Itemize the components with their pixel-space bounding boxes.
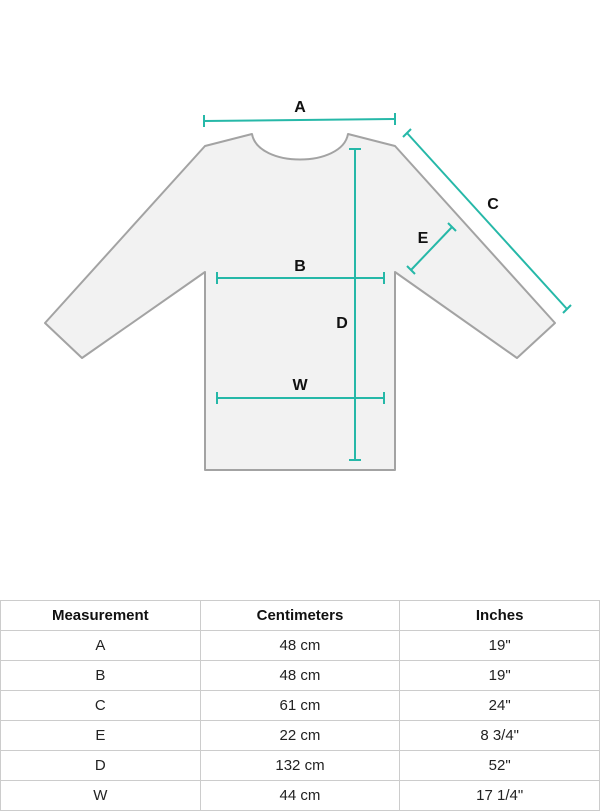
label-c: C [487, 196, 499, 213]
measurement-cell: W [1, 781, 201, 811]
table-header-row [1, 601, 600, 631]
inches-cell: 24" [400, 691, 600, 721]
table-row [1, 781, 600, 811]
centimeters-cell: 48 cm [200, 631, 400, 661]
centimeters-cell: 132 cm [200, 751, 400, 781]
inches-cell: 8 3/4" [400, 721, 600, 751]
centimeters-cell: 22 cm [200, 721, 400, 751]
measurement-cell: D [1, 751, 201, 781]
measurement-cell: E [1, 721, 201, 751]
inches-cell: 19" [400, 661, 600, 691]
header-measurement: Measurement [1, 601, 201, 631]
sweater-outline [45, 134, 555, 470]
measurement-cell: C [1, 691, 201, 721]
table-row [1, 691, 600, 721]
measurement-cell: A [1, 631, 201, 661]
header-inches: Inches [400, 601, 600, 631]
label-a: A [294, 99, 306, 116]
label-e: E [417, 230, 429, 247]
table-row [1, 751, 600, 781]
table-row [1, 631, 600, 661]
label-w: W [292, 377, 308, 394]
centimeters-cell: 48 cm [200, 661, 400, 691]
inches-cell: 17 1/4" [400, 781, 600, 811]
inches-cell: 19" [400, 631, 600, 661]
centimeters-cell: 44 cm [200, 781, 400, 811]
label-b: B [294, 258, 306, 275]
label-d: D [336, 315, 348, 332]
size-chart-table [0, 600, 600, 811]
centimeters-cell: 61 cm [200, 691, 400, 721]
header-centimeters: Centimeters [200, 601, 400, 631]
measurement-cell: B [1, 661, 201, 691]
table-row [1, 661, 600, 691]
inches-cell: 52" [400, 751, 600, 781]
table-row [1, 721, 600, 751]
